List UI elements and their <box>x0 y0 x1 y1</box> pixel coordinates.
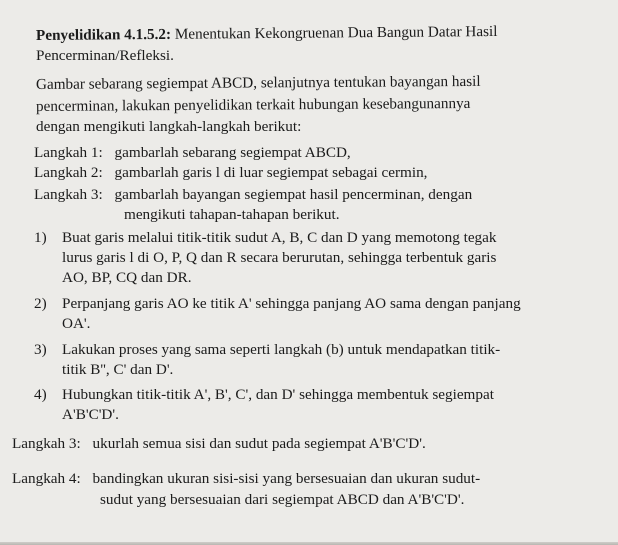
substep-3-line-2: titik B'', C' dan D'. <box>62 361 174 378</box>
substep-1-line-3: AO, BP, CQ dan DR. <box>62 269 192 286</box>
substep-2-line-1: Perpanjang garis AO ke titik A' sehingga panjang AO sama dengan panjang <box>62 295 521 312</box>
step-label: Langkah 3: <box>12 435 81 452</box>
investigation-title-cont: Pencerminan/Refleksi. <box>36 47 174 64</box>
substep-3-line-1: Lakukan proses yang sama seperti langkah (b) untuk mendapatkan titik- <box>62 341 501 358</box>
substep-2-line-2: OA'. <box>62 315 91 332</box>
investigation-title: Menentukan Kekongruenan Dua Bangun Datar Hasil <box>170 22 498 43</box>
substep-1-line-1: Buat garis melalui titik-titik sudut A, B, C dan D yang memotong tegak <box>62 229 497 246</box>
investigation-heading <box>36 22 498 45</box>
step-text: gambarlah bayangan segiempat hasil pencerminan, dengan <box>114 186 473 203</box>
intro-line-2: pencerminan, lakukan penyelidikan terkait hubungan kesebangunannya <box>35 94 471 115</box>
step-2 <box>34 163 427 182</box>
step-text: gambarlah garis l di luar segiempat sebagai cermin, <box>114 164 428 181</box>
step-text: ukurlah semua sisi dan sudut pada segiempat A'B'C'D'. <box>92 435 426 452</box>
intro-text: Gambar sebarang segiempat ABCD, selanjutnya tentukan bayangan hasil <box>35 72 481 93</box>
investigation-label: Penyelidikan 4.1.5.2: <box>35 25 172 45</box>
substep-num: 4) <box>34 386 47 403</box>
step-text: bandingkan ukuran sisi-sisi yang bersesuaian dan ukuran sudut- <box>92 470 481 487</box>
substep-1-line-2: lurus garis l di O, P, Q dan R secara berurutan, sehingga terbentuk garis <box>62 249 497 266</box>
step-label: Langkah 3: <box>34 186 103 203</box>
substep-4-line-1: Hubungkan titik-titik A', B', C', dan D' sehingga membentuk segiempat <box>62 386 494 403</box>
step-label: Langkah 4: <box>12 470 81 487</box>
final-step-4 <box>12 469 480 488</box>
step-label: Langkah 2: <box>34 164 103 181</box>
final-step-3 <box>12 434 426 453</box>
substep-num: 1) <box>34 229 47 246</box>
substep-num: 2) <box>34 295 47 312</box>
step-label: Langkah 1: <box>34 144 103 161</box>
intro-line-3: dengan mengikuti langkah-langkah berikut: <box>36 118 302 135</box>
final-step-4-cont: sudut yang bersesuaian dari segiempat ABCD dan A'B'C'D'. <box>100 491 465 508</box>
step-3-cont: mengikuti tahapan-tahapan berikut. <box>124 206 340 223</box>
intro-line-1 <box>36 71 600 94</box>
substep-4-line-2: A'B'C'D'. <box>62 406 119 423</box>
step-1 <box>34 143 351 162</box>
substep-num: 3) <box>34 341 47 358</box>
step-text: gambarlah sebarang segiempat ABCD, <box>114 144 351 161</box>
step-3 <box>34 185 472 204</box>
